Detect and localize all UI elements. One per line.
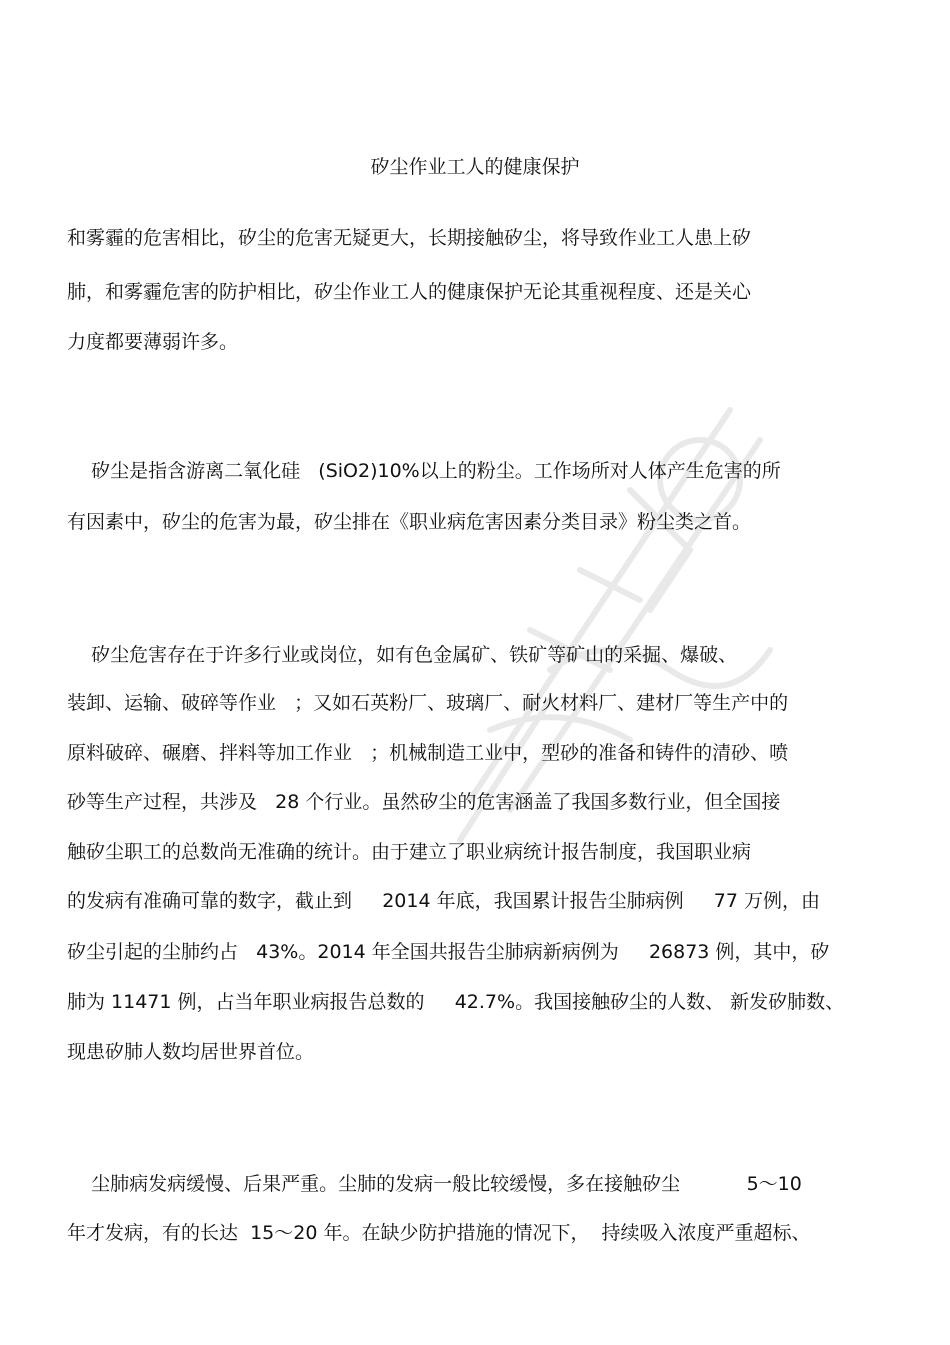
text-line: 有因素中，矽尘的危害为最，矽尘排在《职业病危害因素分类目录》粉尘类之首。	[67, 511, 752, 533]
text-line: 现患矽肺人数均居世界首位。	[67, 1041, 315, 1063]
text-line: 矽尘危害存在于许多行业或岗位，如有色金属矿、铁矿等矿山的采掘、爆破、	[67, 644, 738, 666]
watermark-logo	[430, 370, 790, 850]
text-line: 矽尘是指含游离二氧化硅 (SiO2)10%以上的粉尘。工作场所对人体产生危害的所	[67, 460, 781, 482]
text-line: 的发病有准确可靠的数字，截止到 2014 年底，我国累计报告尘肺病例 77 万例，由	[67, 890, 821, 912]
text-line: 年才发病，有的长达 15～20 年。在缺少防护措施的情况下， 持续吸入浓度严重超标、	[67, 1222, 811, 1244]
text-line: 原料破碎、碾磨、拌料等加工作业 ；机械制造工业中，型砂的准备和铸件的清砂、喷	[67, 742, 789, 764]
text-line: 肺为 11471 例，占当年职业病报告总数的 42.7%。我国接触矽尘的人数、 新发矽肺数、	[67, 991, 845, 1013]
document-title: 矽尘作业工人的健康保护	[370, 156, 580, 178]
text-line: 力度都要薄弱许多。	[67, 331, 239, 353]
text-line: 砂等生产过程，共涉及 28 个行业。虽然矽尘的危害涵盖了我国多数行业，但全国接	[67, 791, 781, 813]
text-line: 装卸、运输、破碎等作业 ；又如石英粉厂、玻璃厂、耐火材料厂、建材厂等生产中的	[67, 692, 789, 714]
text-line: 矽尘引起的尘肺约占 43%。2014 年全国共报告尘肺病新病例为 26873 例，其中，矽	[67, 941, 830, 963]
text-line: 肺，和雾霾危害的防护相比，矽尘作业工人的健康保护无论其重视程度、还是关心	[67, 281, 752, 303]
text-line: 触矽尘职工的总数尚无准确的统计。由于建立了职业病统计报告制度，我国职业病	[67, 841, 752, 863]
text-line: 尘肺病发病缓慢、后果严重。尘肺的发病一般比较缓慢，多在接触矽尘 5～10	[67, 1173, 802, 1195]
text-line: 和雾霾的危害相比，矽尘的危害无疑更大，长期接触矽尘，将导致作业工人患上矽	[67, 227, 752, 249]
